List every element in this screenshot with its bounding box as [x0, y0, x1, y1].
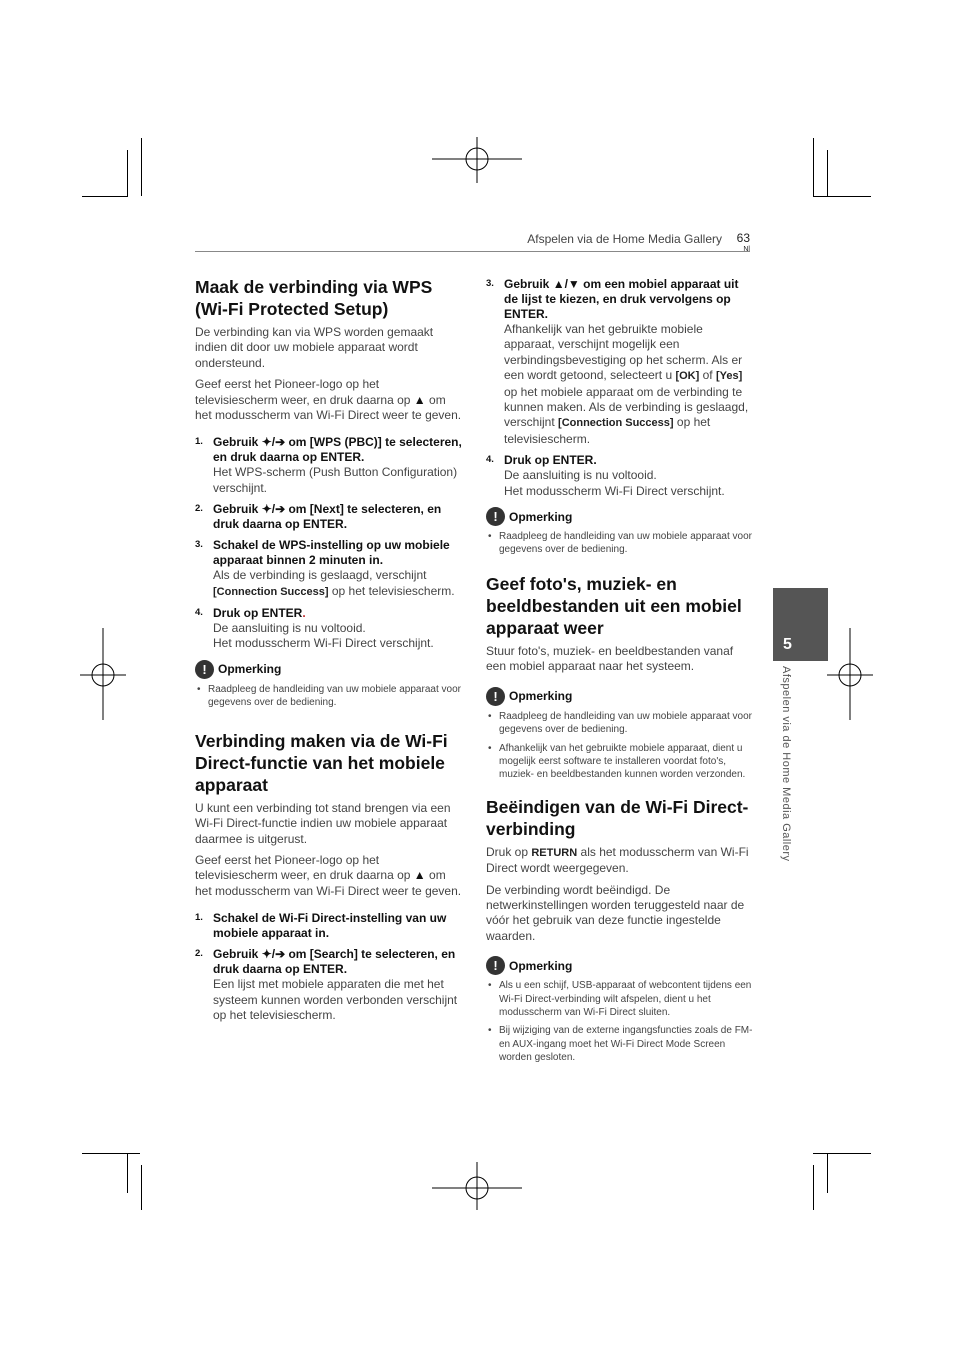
exclamation-icon: ! [486, 687, 505, 706]
step-1: 1. Schakel de Wi-Fi Direct-instelling van uw mobiele apparaat in. [195, 911, 447, 941]
registration-mark-right [825, 628, 875, 723]
left-column [195, 276, 463, 1029]
registration-mark-top [432, 137, 522, 197]
paragraph: De verbinding kan via WPS worden gemaakt indien dit door uw mobiele apparaat wordt ondersteund. [195, 325, 434, 370]
step-4: 4. Druk op ENTER. De aansluiting is nu voltooid. Het modusscherm Wi-Fi Direct verschijnt. [195, 606, 434, 651]
up-down-arrow-icon: ▲/▼ [552, 277, 580, 291]
note-item: • Afhankelijk van het gebruikte mobiele apparaat, dient u mogelijk eerst software te installeren voordat foto's, muziek- en beeldbestanden kunnen worden verzonden. [486, 742, 754, 782]
page-number: 63 [736, 231, 750, 245]
note-item: • Raadpleeg de handleiding van uw mobiele apparaat voor gegevens over de bediening. [486, 710, 754, 737]
chapter-tab [773, 588, 828, 661]
left-right-arrow-icon: ✦/➔ [261, 435, 286, 450]
step-3: 3. Schakel de WPS-instelling op uw mobiele apparaat binnen 2 minuten in. Als de verbinding is geslaagd, verschijnt [Connection Success] op het televisiescherm. [195, 538, 455, 598]
left-right-arrow-icon: ✦/➔ [261, 502, 286, 517]
paragraph: Druk op RETURN als het modusscherm van Wi-Fi Direct wordt weergegeven. [486, 844, 749, 876]
note-item: • Raadpleeg de handleiding van uw mobiele apparaat voor gegevens over de bediening. [195, 683, 463, 710]
chapter-number: 5 [783, 636, 792, 653]
note-item: • Bij wijziging van de externe ingangsfuncties zoals de FM- en AUX-ingang moet het Wi-Fi Direct Mode Screen worden gesloten. [486, 1024, 754, 1064]
language-code: Nl [743, 246, 750, 253]
paragraph: Geef eerst het Pioneer-logo op het televisiescherm weer, en druk daarna op ▲ om het modusscherm van Wi-Fi Direct weer te geven. [195, 852, 462, 898]
paragraph: De verbinding wordt beëindigd. De netwerkinstellingen worden teruggesteld naar de vóór het gebruik van deze functie ingestelde waarden. [486, 882, 745, 943]
paragraph: Stuur foto's, muziek- en beeldbestanden vanaf een mobiel apparaat naar het systeem. [486, 643, 734, 674]
note-heading: ! Opmerking [195, 660, 463, 679]
step-2: 2. Gebruik ✦/➔ om [Search] te selecteren, en druk daarna op ENTER. Een lijst met mobiele apparaten die met het systeem kunnen worden verbonden verschijnt op het televisiescherm. [195, 947, 458, 1022]
right-column [486, 277, 754, 1070]
header-title: Afspelen via de Home Media Gallery [527, 232, 722, 246]
step-2: 2. Gebruik ✦/➔ om [Next] te selecteren, en druk daarna op ENTER. [195, 502, 442, 532]
exclamation-icon: ! [195, 660, 214, 679]
registration-mark-left [80, 628, 130, 723]
paragraph: U kunt een verbinding tot stand brengen via een Wi-Fi Direct-functie indien uw mobiele apparaat daarmee is uitgerust. [195, 800, 451, 846]
note-item: • Raadpleeg de handleiding van uw mobiele apparaat voor gegevens over de bediening. [486, 530, 754, 557]
section-title-wps: Maak de verbinding via WPS (Wi-Fi Protected Setup) [195, 277, 433, 319]
note-item: • Als u een schijf, USB-apparaat of webcontent tijdens een Wi-Fi Direct-verbinding wilt afspelen, dient u het modusscherm van Wi-Fi Direct sluiten. [486, 979, 754, 1019]
section-title-play-files: Geef foto's, muziek- en beeldbestanden uit een mobiel apparaat weer [486, 573, 742, 638]
up-arrow-icon: ▲ [413, 868, 426, 883]
section-title-wifi-direct: Verbinding maken via de Wi-Fi Direct-functie van het mobiele apparaat [195, 730, 448, 795]
section-title-end-connection: Beëindigen van de Wi-Fi Direct-verbinding [486, 796, 749, 839]
up-arrow-icon: ▲ [413, 392, 426, 407]
return-key-label: RETURN [531, 846, 578, 859]
step-1: 1. Gebruik ✦/➔ om [WPS (PBC)] te selecteren, en druk daarna op ENTER. Het WPS-scherm (Push Button Configuration) verschijnt. [195, 435, 462, 495]
paragraph: Geef eerst het Pioneer-logo op het televisiescherm weer, en druk daarna op ▲ om het modusscherm van Wi-Fi Direct weer te geven. [195, 377, 462, 423]
running-header [195, 230, 750, 252]
note-heading: ! Opmerking [486, 956, 754, 975]
note-heading: ! Opmerking [486, 507, 754, 526]
step-4: 4. Druk op ENTER. De aansluiting is nu voltooid. Het modusscherm Wi-Fi Direct verschijnt. [486, 453, 725, 498]
exclamation-icon: ! [486, 507, 505, 526]
left-right-arrow-icon: ✦/➔ [261, 947, 286, 962]
note-heading: ! Opmerking [486, 687, 754, 706]
exclamation-icon: ! [486, 956, 505, 975]
step-3: 3. Gebruik ▲/▼ om een mobiel apparaat uit de lijst te kiezen, en druk vervolgens op ENTER. Afhankelijk van het gebruikte mobiele apparaat, verschijnt mogelijk een verbindingsbevestiging op het scherm. Als er een wordt getoond, selecteert u [OK] of [Yes] op het mobiele apparaat om de verbinding te kunnen maken. Als de verbinding is geslaagd, verschijnt [Connection Success] op het televisiescherm. [486, 277, 749, 446]
registration-mark-bottom [432, 1162, 522, 1212]
chapter-side-label: Afspelen via de Home Media Gallery [780, 666, 792, 862]
